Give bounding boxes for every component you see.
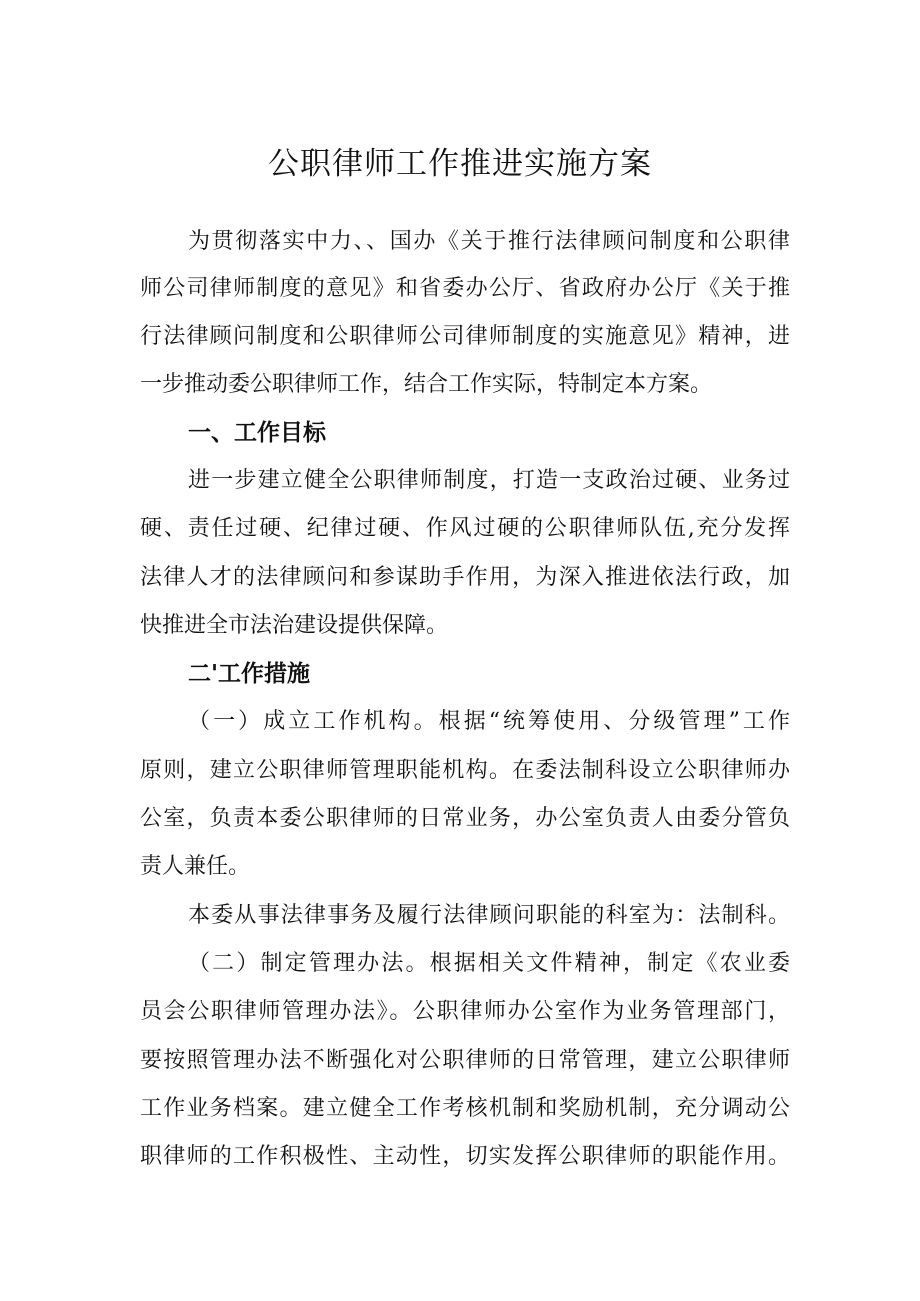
intro-line-3: 行法律顾问制度和公职律师公司律师制度的实施意见》精神，进 bbox=[140, 324, 790, 349]
item2-line-5: 职律师的工作积极性、主动性，切实发挥公职律师的职能作用。 bbox=[140, 1144, 790, 1169]
item1-note: 本委从事法律事务及履行法律顾问职能的科室为：法制科。 bbox=[188, 903, 790, 928]
section1-line-4: 快推进全市法治建设提供保障。 bbox=[140, 613, 449, 638]
intro-line-2: 师公司律师制度的意见》和省委办公厅、省政府办公厅《关于推 bbox=[140, 276, 790, 301]
item2-line-3: 要按照管理办法不断强化对公职律师的日常管理，建立公职律师 bbox=[140, 1048, 790, 1073]
section1-line-2: 硬、责任过硬、纪律过硬、作风过硬的公职律师队伍,充分发挥 bbox=[140, 516, 790, 541]
intro-line-4: 一步推动委公职律师工作，结合工作实际，特制定本方案。 bbox=[140, 372, 713, 397]
section1-line-1: 进一步建立健全公职律师制度，打造一支政治过硬、业务过 bbox=[188, 468, 790, 493]
item2-line-4: 工作业务档案。建立健全工作考核机制和奖励机制，充分调动公 bbox=[140, 1096, 790, 1121]
item2-line-1: （二）制定管理办法。根据相关文件精神，制定《农业委 bbox=[188, 951, 790, 976]
item1-line-3: 公室，负责本委公职律师的日常业务，办公室负责人由委分管负 bbox=[140, 806, 790, 831]
section1-heading: 一、工作目标 bbox=[188, 420, 326, 446]
item1-line-2: 原则，建立公职律师管理职能机构。在委法制科设立公职律师办 bbox=[140, 758, 790, 783]
item2-line-2: 员会公职律师管理办法》。公职律师办公室作为业务管理部门， bbox=[140, 999, 790, 1024]
document-title: 公职律师工作推进实施方案 bbox=[268, 146, 652, 182]
section2-heading: 二'工作措施 bbox=[188, 661, 311, 687]
section1-line-3: 法律人才的法律顾问和参谋助手作用，为深入推进依法行政，加 bbox=[140, 565, 790, 590]
intro-line-1: 为贯彻落实中力、、国办《关于推行法律顾问制度和公职律 bbox=[188, 229, 790, 254]
item1-line-1: （一）成立工作机构。根据“统筹使用、分级管理”工作 bbox=[188, 709, 790, 734]
item1-line-4: 责人兼任。 bbox=[140, 854, 251, 879]
